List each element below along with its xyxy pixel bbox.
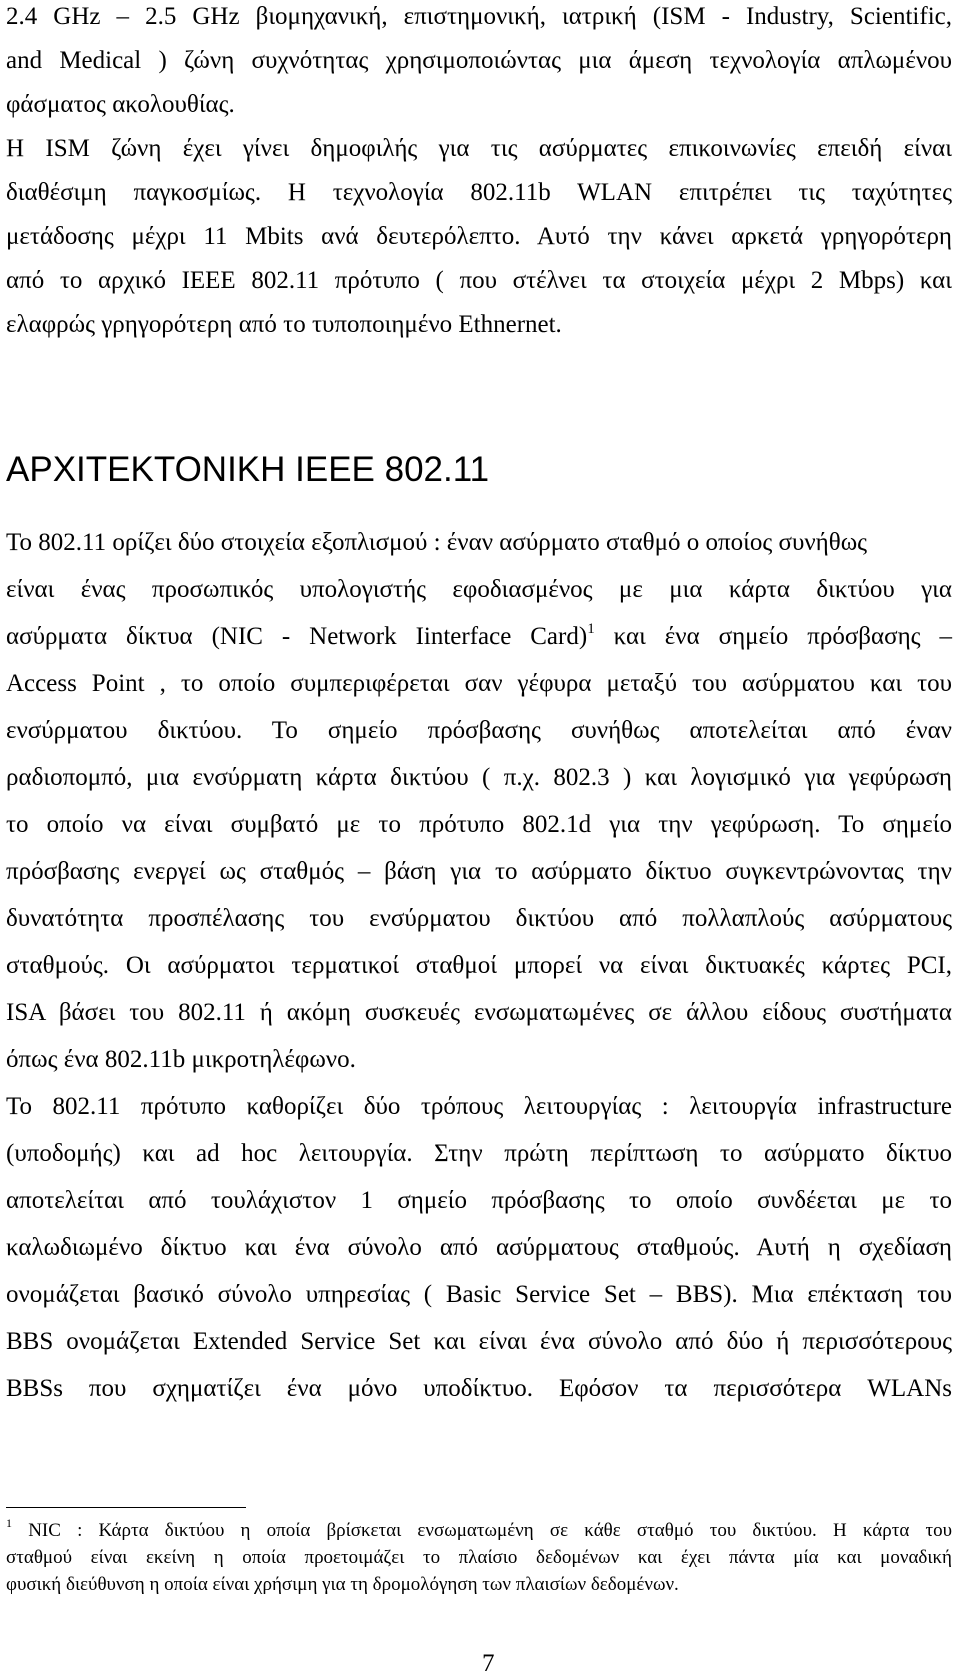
intro-line: ελαφρώς γρηγορότερη από το τυποποιημένο Ethnernet. (6, 311, 562, 338)
footnote-line (6, 1515, 953, 1543)
footnote-line: σταθμού είναι εκείνη η οποία προετοιμάζει το πλαίσιο δεδομένων και έχει πάντα μία και μοναδική (6, 1547, 952, 1568)
body-line-text: και ένα σημείο πρόσβασης – (613, 623, 952, 650)
section-heading: ΑΡΧΙΤΕΚΤΟΝΙΚΗ IEEE 802.11 (6, 450, 490, 489)
footnote-reference[interactable]: 1 (587, 620, 595, 637)
body-line: το οποίο να είναι συμβατό με το πρότυπο 802.1d για την γεφύρωση. Το σημείο (6, 811, 952, 838)
body-line: αποτελείται από τουλάχιστον 1 σημείο πρόσβασης το οποίο συνδέεται με το (6, 1187, 952, 1214)
intro-line: Η ISM ζώνη έχει γίνει δημοφιλής για τις ασύρματες επικοινωνίες επειδή είναι (6, 135, 952, 162)
body-line: (υποδομής) και ad hoc λειτουργία. Στην πρώτη περίπτωση το ασύρματο δίκτυο (6, 1140, 952, 1167)
footnote-marker: 1 (6, 1515, 12, 1530)
intro-line: από το αρχικό IEEE 802.11 πρότυπο ( που στέλνει τα στοιχεία μέχρι 2 Mbps) και (6, 267, 952, 294)
body-line: Access Point , το οποίο συμπεριφέρεται σαν γέφυρα μεταξύ του ασύρματου και του (6, 670, 952, 697)
body-line: ISA βάσει του 802.11 ή ακόμη συσκευές ενσωματωμένες σε άλλου είδους συστήματα (6, 999, 952, 1026)
body-line: είναι ένας προσωπικός υπολογιστής εφοδιασμένος με μια κάρτα δικτύου για (6, 576, 952, 603)
body-line: πρόσβασης ενεργεί ως σταθμός – βάση για το ασύρματο δίκτυο συγκεντρώνοντας την (6, 858, 952, 885)
intro-line: διαθέσιμη παγκοσμίως. Η τεχνολογία 802.11b WLAN επιτρέπει τις ταχύτητες (6, 179, 952, 206)
body-line: ραδιοπομπό, μια ενσύρματη κάρτα δικτύου ( π.χ. 802.3 ) και λογισμικό για γεφύρωση (6, 764, 952, 791)
body-line: σταθμούς. Οι ασύρματοι τερματικοί σταθμοί μπορεί να είναι δικτυακές κάρτες PCI, (6, 952, 952, 979)
body-line: όπως ένα 802.11b μικροτηλέφωνο. (6, 1046, 356, 1073)
body-line: καλωδιωμένο δίκτυο και ένα σύνολο από ασύρματους σταθμούς. Αυτή η σχεδίαση (6, 1234, 952, 1261)
body-line: Το 802.11 πρότυπο καθορίζει δύο τρόπους λειτουργίας : λειτουργία infrastructure (6, 1093, 952, 1120)
page-number: 7 (482, 1650, 495, 1677)
body-line-with-footnote-ref (6, 622, 952, 652)
intro-line: 2.4 GHz – 2.5 GHz βιομηχανική, επιστημονική, ιατρική (ISM - Industry, Scientific, (6, 3, 952, 30)
body-line: ενσύρματου δικτύου. Το σημείο πρόσβασης συνήθως αποτελείται από έναν (6, 717, 952, 744)
body-line: ονομάζεται βασικό σύνολο υπηρεσίας ( Basic Service Set – BBS). Μια επέκταση του (6, 1281, 952, 1308)
intro-line: μετάδοσης μέχρι 11 Mbits ανά δευτερόλεπτο. Αυτό την κάνει αρκετά γρηγορότερη (6, 223, 952, 250)
footnote-line: φυσική διεύθυνση η οποία είναι χρήσιμη για τη δρομολόγηση των πλαισίων δεδομένων. (6, 1574, 679, 1595)
intro-line: and Medical ) ζώνη συχνότητας χρησιμοποιώντας μια άμεση τεχνολογία απλωμένου (6, 47, 952, 74)
footnote-divider (6, 1507, 246, 1508)
body-line: BBS ονομάζεται Extended Service Set και είναι ένα σύνολο από δύο ή περισσότερους (6, 1328, 952, 1355)
body-line: BBSs που σχηματίζει ένα μόνο υποδίκτυο. Εφόσον τα περισσότερα WLANs (6, 1375, 952, 1402)
intro-line: φάσματος ακολουθίας. (6, 91, 235, 118)
body-line-text: ασύρματα δίκτυα (NIC - Network Iinterface Card) (6, 623, 588, 650)
footnote-text: NIC : Κάρτα δικτύου η οποία βρίσκεται ενσωματωμένη σε κάθε σταθμό του δικτύου. Η κάρτα του (28, 1520, 953, 1541)
body-line: δυνατότητα προσπέλασης του ενσύρματου δικτύου από πολλαπλούς ασύρματους (6, 905, 952, 932)
body-line: Το 802.11 ορίζει δύο στοιχεία εξοπλισμού : έναν ασύρματο σταθμό ο οποίος συνήθως (6, 529, 868, 556)
